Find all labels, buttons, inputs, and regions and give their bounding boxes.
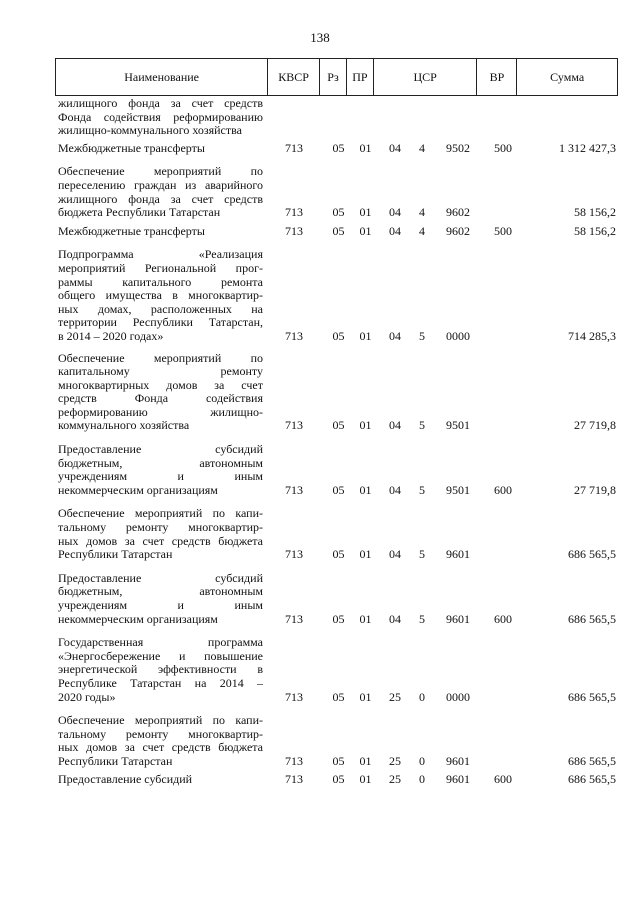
cell-kvsr: 713 xyxy=(285,418,303,433)
table-row xyxy=(58,507,616,561)
table-row xyxy=(58,773,616,787)
table-row xyxy=(58,714,616,768)
row-name-line: жилищного фонда за счет средств xyxy=(58,96,263,110)
row-name xyxy=(58,443,263,497)
cell-sum: 27 719,8 xyxy=(574,418,616,433)
row-name-line: Республики Татарстан xyxy=(58,753,173,768)
cell-kvsr: 713 xyxy=(285,689,303,704)
cell-pr: 01 xyxy=(359,689,372,704)
row-name-line: ных домов за счет средств бюджета xyxy=(58,533,263,548)
cell-c2: 5 xyxy=(419,418,425,433)
table-header xyxy=(55,58,618,96)
cell-c2: 4 xyxy=(419,205,425,220)
cell-c1: 04 xyxy=(389,418,401,433)
row-name-line: Предоставление субсидий xyxy=(58,570,263,585)
row-name-line: Обеспечение мероприятий по капи- xyxy=(58,713,263,728)
row-name-line: общего имущества в многоквартир- xyxy=(58,288,263,303)
table-row xyxy=(58,636,616,704)
row-name-line: некоммерческим организациям xyxy=(58,611,218,626)
row-name-line: Межбюджетные трансферты xyxy=(58,223,205,238)
row-name-line: бюджетным, автономным xyxy=(58,584,263,599)
cell-c1: 04 xyxy=(389,611,401,626)
header-kvsr: КВСР xyxy=(268,59,320,95)
row-name-line: Республике Татарстан на 2014 – xyxy=(58,675,263,690)
cell-c3: 9502 xyxy=(446,140,470,155)
cell-pr: 01 xyxy=(359,223,372,238)
cell-c1: 04 xyxy=(389,482,401,497)
cell-pr: 01 xyxy=(359,753,372,768)
row-name xyxy=(58,773,263,787)
table-row xyxy=(58,443,616,497)
cell-c2: 5 xyxy=(419,547,425,562)
row-name-line: жилищно-коммунального хозяйства xyxy=(58,123,242,138)
cell-sum: 686 565,5 xyxy=(568,611,616,626)
row-name-line: многоквартирных домов за счет xyxy=(58,377,263,392)
cell-pr: 01 xyxy=(359,140,372,155)
row-name-line: Предоставление субсидий xyxy=(58,771,193,786)
cell-c1: 04 xyxy=(389,547,401,562)
table-row xyxy=(58,572,616,626)
row-name xyxy=(58,142,263,156)
cell-pr: 01 xyxy=(359,205,372,220)
row-name-line: Межбюджетные трансферты xyxy=(58,140,205,155)
cell-sum: 714 285,3 xyxy=(568,328,616,343)
cell-c3: 9602 xyxy=(446,223,470,238)
table-row xyxy=(58,165,616,219)
row-name xyxy=(58,352,263,434)
table-row xyxy=(58,225,616,239)
cell-kvsr: 713 xyxy=(285,328,303,343)
cell-kvsr: 713 xyxy=(285,205,303,220)
row-name-line: тальному ремонту многоквартир- xyxy=(58,520,263,535)
table-row xyxy=(58,352,616,434)
cell-c3: 9601 xyxy=(446,753,470,768)
row-name-line: бюджета Республики Татарстан xyxy=(58,205,221,220)
row-name-line: средств Фонда содействия xyxy=(58,391,263,406)
page-number: 138 xyxy=(310,30,330,45)
row-name-line: бюджетным, автономным xyxy=(58,455,263,470)
cell-pr: 01 xyxy=(359,771,372,786)
row-name-line: Республики Татарстан xyxy=(58,547,173,562)
cell-rz: 05 xyxy=(332,689,345,704)
cell-kvsr: 713 xyxy=(285,547,303,562)
cell-sum: 686 565,5 xyxy=(568,547,616,562)
cell-c2: 4 xyxy=(419,223,425,238)
row-name-line: 2020 годы» xyxy=(58,689,116,704)
row-name-line: учреждениям и иным xyxy=(58,598,263,612)
row-name-line: жилищного фонда за счет средств xyxy=(58,191,263,206)
header-sum: Сумма xyxy=(550,69,585,84)
cell-rz: 05 xyxy=(332,328,345,343)
row-name-line: мероприятий Региональной прог- xyxy=(58,260,263,275)
row-name xyxy=(58,165,263,219)
header-vr: ВР xyxy=(477,59,517,95)
row-name-line: учреждениям и иным xyxy=(58,469,263,484)
cell-sum: 686 565,5 xyxy=(568,689,616,704)
row-name-line: Подпрограмма «Реализация xyxy=(58,247,263,262)
cell-c1: 04 xyxy=(389,223,401,238)
header-name: Наименование xyxy=(56,59,268,95)
table-row xyxy=(58,97,616,138)
cell-c2: 5 xyxy=(419,328,425,343)
cell-rz: 05 xyxy=(332,753,345,768)
row-name-line: некоммерческим организациям xyxy=(58,482,218,497)
cell-sum: 27 719,8 xyxy=(574,482,616,497)
cell-rz: 05 xyxy=(332,771,345,786)
row-name-line: Фонда содействия реформированию xyxy=(58,109,263,124)
row-name-line: ных домов за счет средств бюджета xyxy=(58,740,263,755)
cell-pr: 01 xyxy=(359,418,372,433)
cell-sum: 58 156,2 xyxy=(574,223,616,238)
cell-c3: 0000 xyxy=(446,689,470,704)
row-name-line: Обеспечение мероприятий по xyxy=(58,164,263,179)
cell-c3: 9601 xyxy=(446,547,470,562)
cell-kvsr: 713 xyxy=(285,223,303,238)
cell-c2: 5 xyxy=(419,482,425,497)
cell-c1: 04 xyxy=(389,205,401,220)
cell-c3: 9602 xyxy=(446,205,470,220)
cell-c2: 5 xyxy=(419,611,425,626)
cell-pr: 01 xyxy=(359,482,372,497)
cell-vr: 600 xyxy=(494,611,512,626)
cell-c1: 04 xyxy=(389,328,401,343)
row-name xyxy=(58,248,263,343)
cell-rz: 05 xyxy=(332,611,345,626)
row-name xyxy=(58,225,263,239)
cell-pr: 01 xyxy=(359,328,372,343)
header-csr: ЦСР xyxy=(374,59,478,95)
cell-c2: 0 xyxy=(419,753,425,768)
cell-vr: 500 xyxy=(494,223,512,238)
cell-vr: 600 xyxy=(494,482,512,497)
cell-kvsr: 713 xyxy=(285,771,303,786)
row-name-line: Государственная программа xyxy=(58,635,263,650)
row-name-line: Обеспечение мероприятий по xyxy=(58,350,263,365)
cell-c3: 9501 xyxy=(446,418,470,433)
cell-c1: 25 xyxy=(389,689,401,704)
row-name-line: территории Республики Татарстан, xyxy=(58,315,263,330)
header-pr: ПР xyxy=(347,59,374,95)
cell-pr: 01 xyxy=(359,547,372,562)
cell-pr: 01 xyxy=(359,611,372,626)
table-body xyxy=(58,97,616,794)
row-name-line: в 2014 – 2020 годах» xyxy=(58,328,164,343)
row-name-line: Предоставление субсидий xyxy=(58,442,263,457)
cell-c1: 25 xyxy=(389,771,401,786)
cell-c1: 25 xyxy=(389,753,401,768)
row-name-line: переселению граждан из аварийного xyxy=(58,177,263,192)
cell-kvsr: 713 xyxy=(285,482,303,497)
header-rz: Рз xyxy=(320,59,347,95)
row-name xyxy=(58,507,263,561)
cell-vr: 500 xyxy=(494,140,512,155)
cell-c2: 0 xyxy=(419,771,425,786)
cell-sum: 686 565,5 xyxy=(568,771,616,786)
cell-rz: 05 xyxy=(332,482,345,497)
row-name xyxy=(58,714,263,768)
cell-c3: 9601 xyxy=(446,771,470,786)
cell-vr: 600 xyxy=(494,771,512,786)
table-row xyxy=(58,142,616,156)
row-name xyxy=(58,97,263,138)
table-row xyxy=(58,248,616,343)
row-name-line: энергетической эффективности в xyxy=(58,662,263,677)
row-name-line: коммунального хозяйства xyxy=(58,418,190,433)
cell-rz: 05 xyxy=(332,140,345,155)
cell-rz: 05 xyxy=(332,205,345,220)
cell-kvsr: 713 xyxy=(285,753,303,768)
cell-sum: 686 565,5 xyxy=(568,753,616,768)
row-name-line: тальному ремонту многоквартир- xyxy=(58,726,263,741)
cell-c3: 9601 xyxy=(446,611,470,626)
cell-sum: 1 312 427,3 xyxy=(559,140,616,155)
cell-rz: 05 xyxy=(332,418,345,433)
row-name-line: капитальному ремонту xyxy=(58,364,263,379)
row-name-line: «Энергосбережение и повышение xyxy=(58,648,263,663)
cell-rz: 05 xyxy=(332,223,345,238)
cell-rz: 05 xyxy=(332,547,345,562)
row-name-line: ных домах, расположенных на xyxy=(58,301,263,316)
row-name-line: Обеспечение мероприятий по капи- xyxy=(58,506,263,521)
cell-c3: 0000 xyxy=(446,328,470,343)
row-name xyxy=(58,572,263,626)
cell-c2: 4 xyxy=(419,140,425,155)
cell-c1: 04 xyxy=(389,140,401,155)
row-name-line: раммы капитального ремонта xyxy=(58,274,263,289)
row-name xyxy=(58,636,263,704)
row-name-line: реформированию жилищно- xyxy=(58,404,263,419)
cell-c3: 9501 xyxy=(446,482,470,497)
cell-kvsr: 713 xyxy=(285,140,303,155)
cell-kvsr: 713 xyxy=(285,611,303,626)
cell-c2: 0 xyxy=(419,689,425,704)
cell-sum: 58 156,2 xyxy=(574,205,616,220)
